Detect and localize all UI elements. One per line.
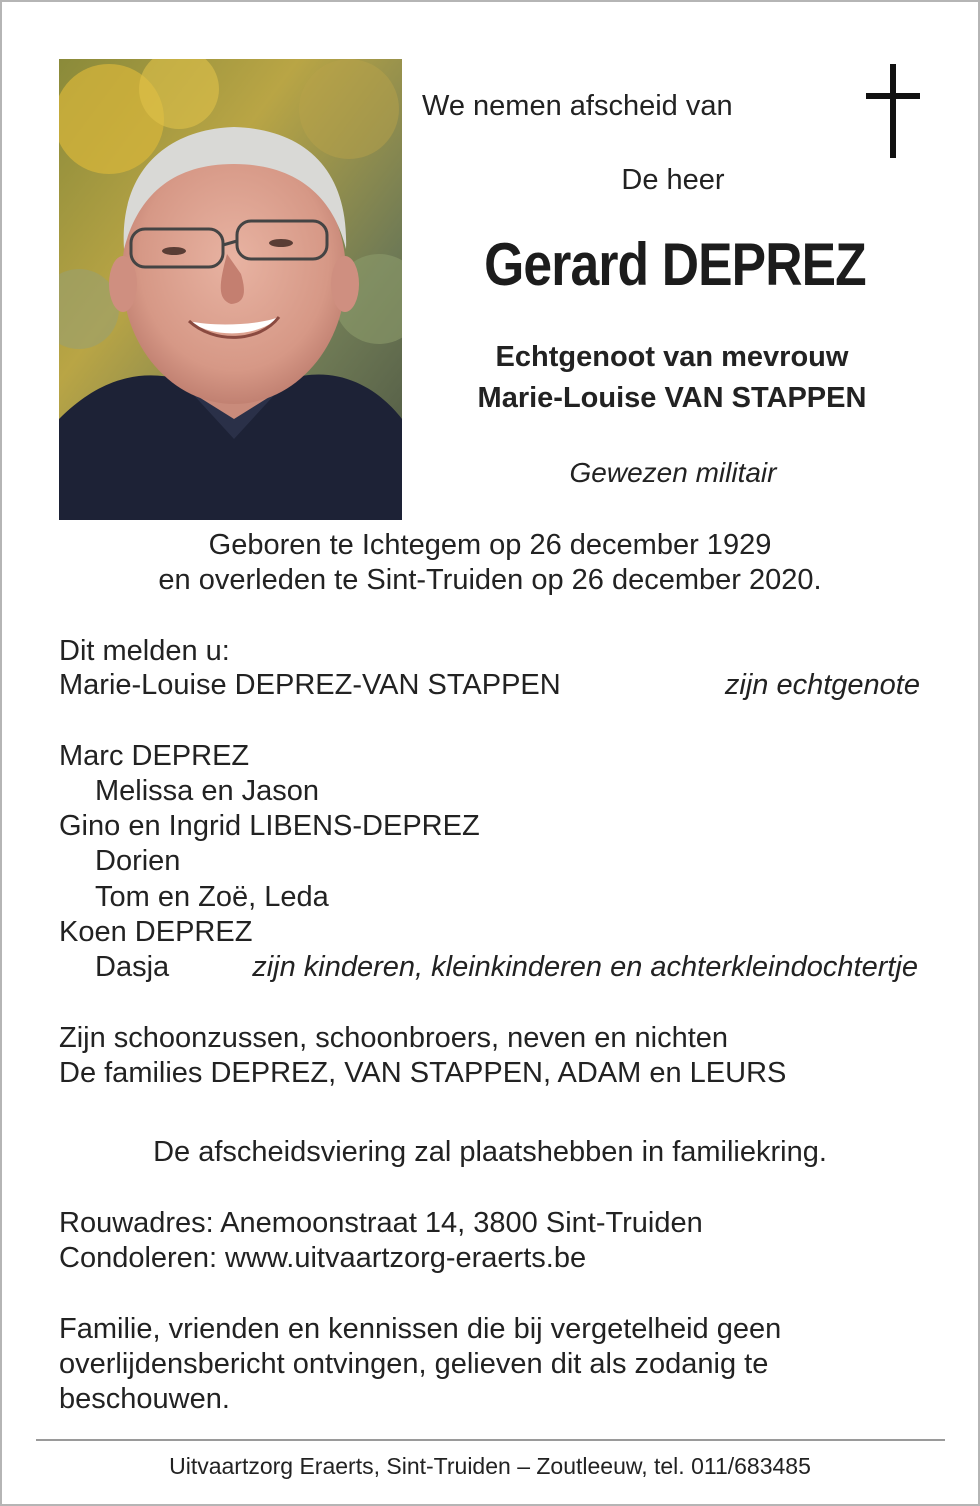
cross-icon <box>866 64 920 158</box>
extended-family-1: Zijn schoonzussen, schoonbroers, neven en nichten <box>59 1022 729 1054</box>
extended-family-2: De families DEPREZ, VAN STAPPEN, ADAM en LEURS <box>59 1057 787 1089</box>
address-line: Rouwadres: Anemoonstraat 14, 3800 Sint-Truiden <box>59 1207 703 1239</box>
notice-line-3: beschouwen. <box>59 1383 230 1415</box>
family-line: Melissa en Jason <box>95 775 320 807</box>
notice-line-2: overlijdensbericht ontvingen, gelieven dit als zodanig te <box>59 1348 769 1380</box>
family-line: Marc DEPREZ <box>59 740 250 772</box>
footer-text: Uitvaartzorg Eraerts, Sint-Truiden – Zoutleeuw, tel. 011/683485 <box>169 1453 811 1479</box>
portrait-photo <box>59 59 402 520</box>
intro-text: We nemen afscheid van <box>422 90 733 122</box>
occupation: Gewezen militair <box>569 457 777 488</box>
spouse-line-1: Echtgenoot van mevrouw <box>495 341 849 373</box>
family-line: Dorien <box>95 845 181 877</box>
spouse-role: zijn echtgenote <box>724 669 920 701</box>
spouse-name: Marie-Louise DEPREZ-VAN STAPPEN <box>59 669 561 701</box>
birth-line: Geboren te Ichtegem op 26 december 1929 <box>208 529 772 561</box>
salutation: De heer <box>621 164 725 196</box>
spouse-line-2: Marie-Louise VAN STAPPEN <box>477 382 867 414</box>
family-line: Tom en Zoë, Leda <box>95 881 329 913</box>
ceremony-text: De afscheidsviering zal plaatshebben in familiekring. <box>153 1136 827 1168</box>
notice-line-1: Familie, vrienden en kennissen die bij vergetelheid geen <box>59 1313 782 1345</box>
death-line: en overleden te Sint-Truiden op 26 december 2020. <box>158 564 822 596</box>
family-intro: Dit melden u: <box>59 635 230 667</box>
footer-divider <box>36 1439 945 1441</box>
family-line: Dasja <box>95 951 170 983</box>
deceased-name: Gerard DEPREZ <box>484 231 866 298</box>
family-line: Koen DEPREZ <box>59 916 253 948</box>
children-role: zijn kinderen, kleinkinderen en achterkleindochtertje <box>252 951 918 983</box>
condolences-line: Condoleren: www.uitvaartzorg-eraerts.be <box>59 1242 587 1274</box>
family-line: Gino en Ingrid LIBENS-DEPREZ <box>59 810 480 842</box>
